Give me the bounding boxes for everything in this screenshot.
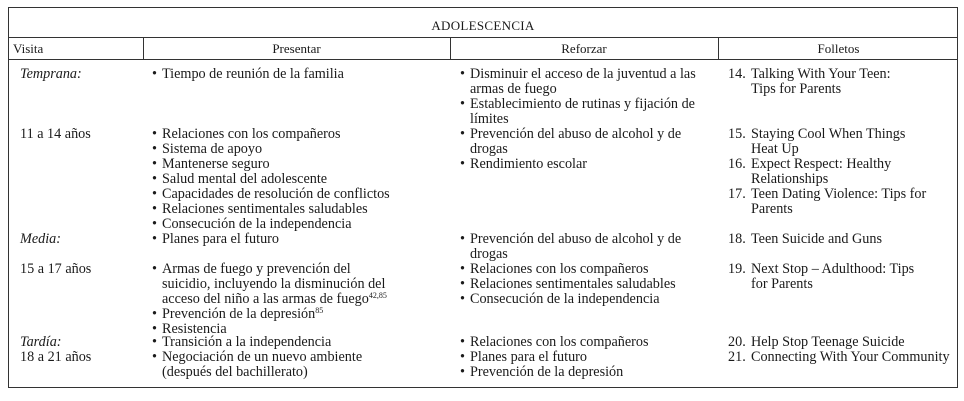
list-item: • Negociación de un nuevo ambiente (después del bachillerato) [152,350,392,380]
list-item: • Consecución de la independencia [460,292,715,307]
list-item: • Resistencia [152,322,402,337]
presentar-list [152,67,442,82]
handout-item [728,350,953,365]
age-range: 18 a 21 años [20,349,92,365]
handout-title: Teen Dating Violence: Tips for Parents [751,186,927,217]
reference: 85 [315,306,324,315]
handout-number: 14. [728,66,746,82]
adolescence-table [8,7,958,388]
handout-item [728,157,928,187]
item-text: Prevención de la depresión [162,306,316,322]
list-item: • Sistema de apoyo [152,142,447,157]
handout-title: Expect Respect: Healthy Relationships [751,156,892,187]
handout-item [728,335,953,350]
handout-item [728,262,928,292]
list-item [152,307,402,322]
handout-title: Next Stop – Adulthood: Tips for Parents [751,261,915,292]
handout-title: Talking With Your Teen: Tips for Parents [751,66,891,97]
header-folletos: Folletos [817,41,860,56]
handout-number: 18. [728,231,746,247]
list-item: • Tiempo de reunión de la familia [152,67,442,82]
list-item: • Mantenerse seguro [152,157,447,172]
folletos-list [728,67,908,97]
list-item: • Establecimiento de rutinas y fijación de límites [460,97,710,127]
folletos-list [728,262,928,292]
handout-item [728,67,908,97]
list-item: • Relaciones con los compañeros [460,335,715,350]
item-text: Armas de fuego y prevención del suicidio, incluyendo la disminución del acceso del niño a las armas de fuego [162,261,386,307]
list-item: • Planes para el futuro [460,350,715,365]
reference: 42,85 [368,291,387,300]
reforzar-list [460,232,685,262]
reforzar-list [460,67,710,127]
list-item: • Relaciones con los compañeros [460,262,715,277]
folletos-list [728,127,928,217]
folletos-list [728,232,948,247]
reforzar-list [460,127,685,172]
presentar-list [152,127,447,232]
handout-title: Connecting With Your Community [751,349,950,365]
header-presentar: Presentar [272,41,321,56]
divider [9,59,957,60]
handout-item [728,232,948,247]
folletos-list [728,335,953,365]
header-visita: Visita [13,41,44,56]
handout-number: 19. [728,261,746,277]
stage-label: Media: [20,231,61,247]
stage-label: Temprana: [20,66,82,82]
handout-number: 15. [728,126,746,142]
list-item: • Relaciones con los compañeros [152,127,447,142]
list-item: • Capacidades de resolución de conflictos [152,187,447,202]
list-item: • Disminuir el acceso de la juventud a las armas de fuego [460,67,710,97]
list-item: • Prevención del abuso de alcohol y de drogas [460,127,685,157]
list-item: • Relaciones sentimentales saludables [460,277,715,292]
reforzar-list [460,262,715,307]
handout-title: Help Stop Teenage Suicide [751,334,905,350]
age-range: 15 a 17 años [20,261,92,277]
presentar-list [152,232,442,247]
list-item: • Transición a la independencia [152,335,392,350]
handout-number: 16. [728,156,746,172]
handout-title: Teen Suicide and Guns [751,231,882,247]
handout-number: 20. [728,334,746,350]
list-item: • Planes para el futuro [152,232,442,247]
handout-item [728,127,928,157]
presentar-list [152,262,402,337]
list-item: • Prevención de la depresión [460,365,715,380]
handout-item [728,187,928,217]
header-reforzar: Reforzar [561,41,607,56]
divider [9,37,957,38]
handout-number: 17. [728,186,746,202]
age-range: 11 a 14 años [20,126,91,142]
list-item: • Rendimiento escolar [460,157,685,172]
list-item: • Consecución de la independencia [152,217,447,232]
presentar-list [152,335,392,380]
reforzar-list [460,335,715,380]
handout-title: Staying Cool When Things Heat Up [751,126,906,157]
list-item: • Salud mental del adolescente [152,172,447,187]
list-item: • Prevención del abuso de alcohol y de drogas [460,232,685,262]
stage-label: Tardía: [20,334,62,350]
list-item [152,262,402,307]
list-item: • Relaciones sentimentales saludables [152,202,447,217]
handout-number: 21. [728,349,746,365]
table-title: ADOLESCENCIA [431,18,535,33]
